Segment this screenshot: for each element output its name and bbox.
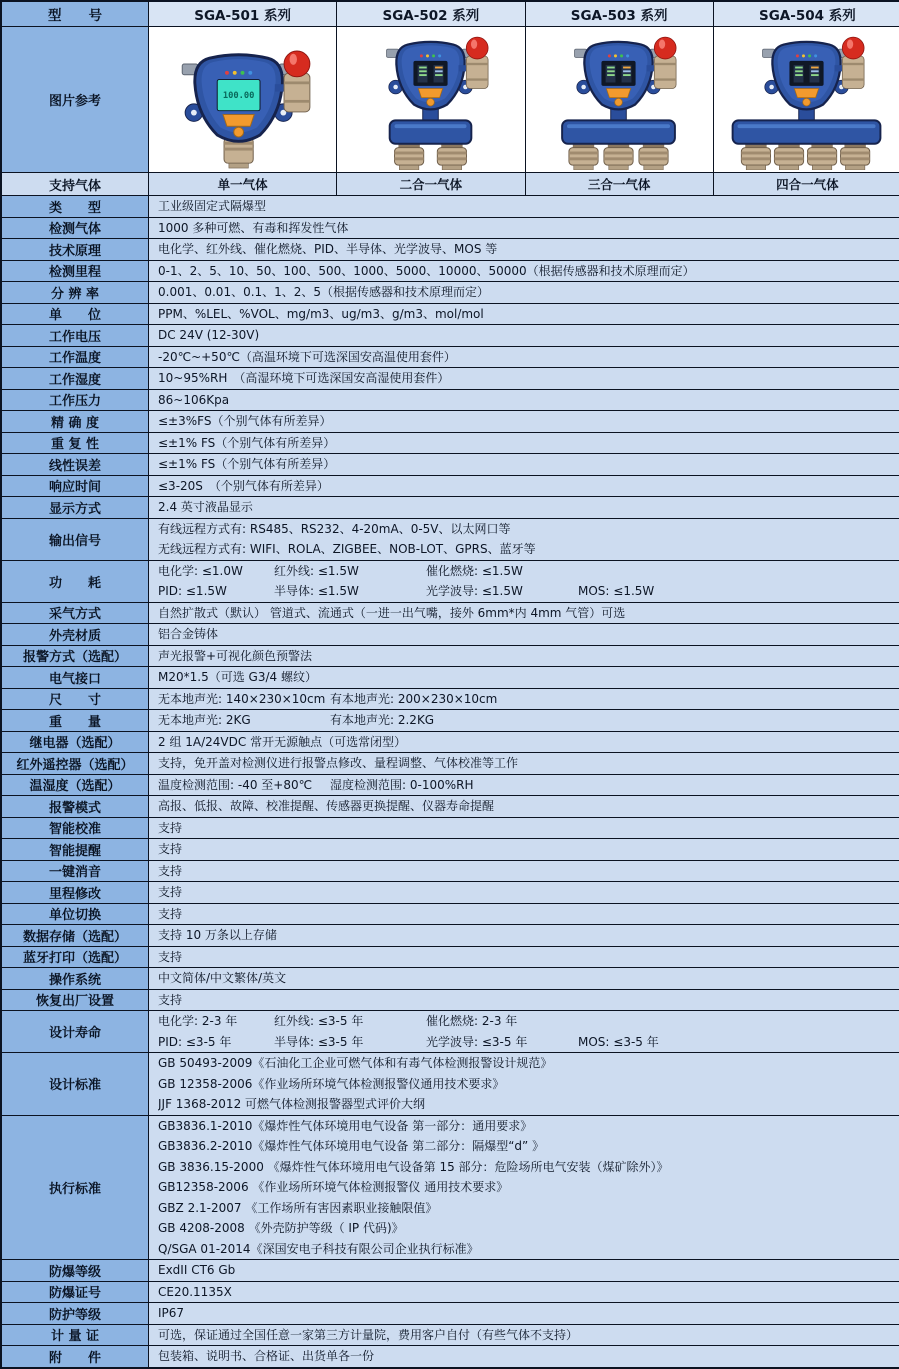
spec-value — [148, 624, 899, 645]
gas-detector-illustration — [716, 29, 898, 170]
spec-row — [2, 561, 899, 603]
sensor-cylinder — [569, 142, 598, 170]
spec-line: 0.001、0.01、0.1、1、2、5（根据传感器和技术原理而定） — [158, 285, 490, 299]
spec-row — [2, 368, 899, 390]
spec-row — [2, 775, 899, 797]
spec-value — [148, 603, 899, 624]
spec-line: IP67 — [158, 1306, 185, 1320]
sensor-cylinder — [394, 142, 423, 170]
spec-segment: MOS: ≤3-5 年 — [578, 1034, 659, 1049]
product-image-sga-504 — [713, 27, 899, 172]
spec-line: GB 50493-2009《石油化工企业可燃气体和有毒气体检测报警设计规范》 — [158, 1056, 553, 1070]
spec-row — [2, 796, 899, 818]
spec-label: 智能校准 — [2, 818, 148, 839]
spec-label: 计 量 证 — [2, 1325, 148, 1346]
spec-rows-container — [2, 196, 899, 1367]
spec-segment: 红外线: ≤1.5W — [274, 563, 359, 578]
spec-row — [2, 1346, 899, 1367]
spec-row — [2, 1260, 899, 1282]
spec-segment: 催化燃烧: 2-3 年 — [426, 1014, 518, 1028]
spec-row — [2, 476, 899, 498]
header-label: 型 号 — [2, 2, 148, 26]
spec-label: 里程修改 — [2, 882, 148, 903]
spec-line: 1000 多种可燃、有毒和挥发性气体 — [158, 220, 349, 235]
spec-line: ≤±3%FS（个别气体有所差异） — [158, 414, 332, 428]
spec-label: 外壳材质 — [2, 624, 148, 645]
spec-line: 支持，免开盖对检测仪进行报警点修改、量程调整、气体校准等工作 — [158, 756, 519, 770]
spec-row — [2, 454, 899, 476]
spec-row — [2, 196, 899, 218]
spec-row — [2, 667, 899, 689]
spec-line: GB 3836.15-2000 《爆炸性气体环境用电气设备第 15 部分：危险场所电气安装（煤矿除外）》 — [158, 1159, 669, 1174]
spec-value — [148, 667, 899, 688]
spec-line: GBZ 2.1-2007 《工作场所有害因素职业接触限值》 — [158, 1200, 438, 1215]
spec-line: 包装箱、说明书、合格证、出货单各一份 — [158, 1349, 375, 1363]
spec-row — [2, 325, 899, 347]
spec-line: ≤±1% FS（个别气体有所差异） — [158, 457, 336, 471]
spec-segment — [578, 561, 897, 582]
spec-value — [148, 753, 899, 774]
spec-value — [148, 476, 899, 497]
spec-line — [158, 1011, 897, 1032]
spec-row — [2, 646, 899, 668]
spec-label: 检测里程 — [2, 261, 148, 282]
spec-label: 精 确 度 — [2, 411, 148, 432]
spec-value — [148, 990, 899, 1011]
spec-value — [148, 325, 899, 346]
spec-value — [148, 710, 899, 731]
spec-value — [148, 218, 899, 239]
spec-label: 温湿度（选配） — [2, 775, 148, 796]
spec-row — [2, 261, 899, 283]
spec-segment: 红外线: ≤3-5 年 — [274, 1014, 364, 1028]
model-name-sga-501: SGA-501 系列 — [148, 2, 336, 26]
spec-row — [2, 1053, 899, 1116]
spec-value — [148, 239, 899, 260]
spec-line: CE20.1135X — [158, 1284, 232, 1299]
sensor-cylinder — [841, 142, 870, 170]
spec-line: ExdII CT6 Gb — [158, 1263, 236, 1277]
spec-value — [148, 282, 899, 303]
model-name-sga-504: SGA-504 系列 — [713, 2, 899, 26]
spec-value — [148, 861, 899, 882]
spec-label: 设计标准 — [2, 1053, 148, 1115]
spec-segment: 光学波导: ≤3-5 年 — [426, 1034, 528, 1049]
spec-row — [2, 497, 899, 519]
spec-label: 工作温度 — [2, 347, 148, 368]
spec-label: 防护等级 — [2, 1303, 148, 1324]
spec-value — [148, 689, 899, 710]
image-row-label: 图片参考 — [2, 27, 148, 172]
spec-value — [148, 433, 899, 454]
spec-row — [2, 624, 899, 646]
spec-value — [148, 261, 899, 282]
spec-line: Q/SGA 01-2014《深国安电子科技有限公司企业执行标准》 — [158, 1241, 479, 1256]
spec-row — [2, 947, 899, 969]
spec-value — [148, 904, 899, 925]
spec-line — [158, 775, 897, 796]
spec-line — [158, 561, 897, 582]
gas-count-2in1: 二合一气体 — [336, 173, 524, 195]
spec-label: 单位切换 — [2, 904, 148, 925]
spec-row — [2, 1116, 899, 1261]
spec-label: 报警方式（选配） — [2, 646, 148, 667]
spec-segment: PID: ≤3-5 年 — [158, 1034, 232, 1049]
spec-segment: 电化学: 2-3 年 — [158, 1014, 238, 1028]
spec-segment: 半导体: ≤3-5 年 — [274, 1034, 364, 1049]
spec-line: 支持 — [158, 820, 183, 835]
spec-label: 单 位 — [2, 304, 148, 325]
spec-row — [2, 753, 899, 775]
spec-row — [2, 839, 899, 861]
spec-row — [2, 304, 899, 326]
spec-line: 支持 10 万条以上存储 — [158, 928, 277, 942]
spec-label: 红外遥控器（选配） — [2, 753, 148, 774]
spec-value — [148, 882, 899, 903]
image-reference-row — [2, 27, 899, 173]
sensor-cylinder — [437, 142, 466, 170]
spec-line: 支持 — [158, 949, 183, 964]
spec-value — [148, 1325, 899, 1346]
model-header-row — [2, 2, 899, 27]
spec-value — [148, 839, 899, 860]
spec-segment: 光学波导: ≤1.5W — [426, 584, 523, 598]
spec-line: 高报、低报、故障、校准提醒、传感器更换提醒、仪器寿命提醒 — [158, 799, 495, 813]
gas-row-label: 支持气体 — [2, 173, 148, 195]
spec-line: 可选，保证通过全国任意一家第三方计量院，费用客户自付（有些气体不支持） — [158, 1327, 579, 1342]
spec-row — [2, 433, 899, 455]
spec-label: 执行标准 — [2, 1116, 148, 1260]
spec-value — [148, 347, 899, 368]
detector-body — [182, 55, 295, 142]
detector-body — [575, 42, 663, 110]
spec-line: 声光报警+可视化颜色预警法 — [158, 648, 313, 663]
spec-line: 工业级固定式隔爆型 — [158, 199, 267, 213]
spec-segment: 催化燃烧: ≤1.5W — [426, 563, 523, 578]
spec-row — [2, 1011, 899, 1053]
spec-line: ≤±1% FS（个别气体有所差异） — [158, 435, 336, 450]
spec-line: -20℃~+50℃（高温环境下可选深国安高温使用套件） — [158, 349, 456, 364]
spec-line: 86~106Kpa — [158, 392, 230, 407]
spec-label: 防爆等级 — [2, 1260, 148, 1281]
sensor-cylinder — [639, 142, 668, 170]
spec-line: 支持 — [158, 885, 183, 899]
spec-row — [2, 882, 899, 904]
spec-value — [148, 519, 899, 560]
spec-row — [2, 968, 899, 990]
spec-line: 2.4 英寸液晶显示 — [158, 500, 253, 514]
spec-label: 响应时间 — [2, 476, 148, 497]
spec-label: 恢复出厂设置 — [2, 990, 148, 1011]
spec-label: 设计寿命 — [2, 1011, 148, 1052]
spec-label: 类 型 — [2, 196, 148, 217]
spec-label: 检测气体 — [2, 218, 148, 239]
spec-segment: 有本地声光: 2.2KG — [330, 713, 435, 727]
spec-row — [2, 861, 899, 883]
sensor-cylinder — [808, 142, 837, 170]
spec-value — [148, 454, 899, 475]
spec-line: 支持 — [158, 842, 183, 856]
spec-label: 技术原理 — [2, 239, 148, 260]
spec-segment: 湿度检测范围: 0-100%RH — [330, 777, 474, 792]
spec-line: DC 24V (12-30V) — [158, 328, 260, 342]
spec-value — [148, 796, 899, 817]
spec-line: 0-1、2、5、10、50、100、500、1000、5000、10000、50000（根据传感器和技术原理而定） — [158, 263, 695, 278]
spec-value — [148, 196, 899, 217]
product-image-sga-502 — [336, 27, 524, 172]
sensor-cylinder — [775, 142, 804, 170]
spec-row — [2, 732, 899, 754]
spec-segment: 无本地声光: 140×230×10cm — [158, 691, 326, 706]
spec-value — [148, 1282, 899, 1303]
spec-row — [2, 1303, 899, 1325]
spec-value — [148, 1303, 899, 1324]
spec-label: 显示方式 — [2, 497, 148, 518]
spec-line — [158, 689, 897, 710]
sensor-cylinder — [742, 142, 771, 170]
spec-line — [158, 581, 897, 602]
svg-text:100.00: 100.00 — [222, 91, 255, 102]
spec-line: 中文简体/中文繁体/英文 — [158, 971, 287, 985]
spec-line: 2 组 1A/24VDC 常开无源触点（可选常闭型） — [158, 734, 407, 749]
spec-label: 工作电压 — [2, 325, 148, 346]
spec-value — [148, 775, 899, 796]
detector-body — [386, 42, 474, 110]
spec-segment: MOS: ≤1.5W — [578, 584, 655, 598]
spec-line: JJF 1368-2012 可燃气体检测报警器型式评价大纲 — [158, 1097, 426, 1111]
detector-body — [763, 42, 851, 110]
spec-row — [2, 689, 899, 711]
spec-line: GB 12358-2006《作业场所环境气体检测报警仪通用技术要求》 — [158, 1076, 505, 1091]
spec-line: PPM、%LEL、%VOL、mg/m3、ug/m3、g/m3、mol/mol — [158, 306, 484, 321]
gas-detector-illustration — [528, 29, 710, 170]
spec-value — [148, 925, 899, 946]
spec-line: 自然扩散式（默认） 管道式、流通式（一进一出气嘴，接外 6mm*内 4mm 气管）可选 — [158, 605, 626, 620]
spec-line: 铝合金铸体 — [158, 627, 219, 641]
spec-line: 10~95%RH （高湿环境下可选深国安高湿使用套件） — [158, 371, 450, 385]
spec-line: 支持 — [158, 863, 183, 878]
spec-line: 支持 — [158, 906, 183, 921]
gas-detector-illustration — [152, 29, 334, 170]
spec-row — [2, 411, 899, 433]
spec-label: 工作压力 — [2, 390, 148, 411]
spec-segment: 电化学: ≤1.0W — [158, 563, 243, 578]
spec-line: M20*1.5（可选 G3/4 螺纹） — [158, 670, 317, 684]
spec-line: 支持 — [158, 992, 183, 1007]
spec-label: 继电器（选配） — [2, 732, 148, 753]
spec-label: 线性误差 — [2, 454, 148, 475]
model-name-sga-502: SGA-502 系列 — [336, 2, 524, 26]
spec-label: 智能提醒 — [2, 839, 148, 860]
spec-row — [2, 282, 899, 304]
spec-row — [2, 239, 899, 261]
spec-label: 采气方式 — [2, 603, 148, 624]
spec-value — [148, 732, 899, 753]
spec-value — [148, 411, 899, 432]
spec-row — [2, 818, 899, 840]
spec-line: GB3836.1-2010《爆炸性气体环境用电气设备 第一部分：通用要求》 — [158, 1118, 533, 1133]
spec-row — [2, 519, 899, 561]
spec-value — [148, 390, 899, 411]
spec-line: GB 4208-2008 《外壳防护等级（ IP 代码)》 — [158, 1221, 404, 1235]
spec-line: 无线远程方式有: WIFI、ROLA、ZIGBEE、NOB-LOT、GPRS、蓝牙等 — [158, 542, 536, 556]
spec-row — [2, 1282, 899, 1304]
spec-label: 报警模式 — [2, 796, 148, 817]
spec-label: 附 件 — [2, 1346, 148, 1367]
spec-value — [148, 818, 899, 839]
spec-row — [2, 904, 899, 926]
spec-segment: 温度检测范围: -40 至+80℃ — [158, 777, 313, 792]
spec-row — [2, 1325, 899, 1347]
spec-value — [148, 304, 899, 325]
spec-value — [148, 646, 899, 667]
spec-segment — [578, 1011, 897, 1032]
supported-gas-row — [2, 173, 899, 196]
spec-line: 电化学、红外线、催化燃烧、PID、半导体、光学波导、MOS 等 — [158, 242, 498, 256]
spec-value — [148, 1260, 899, 1281]
spec-label: 重 复 性 — [2, 433, 148, 454]
spec-label: 尺 寸 — [2, 689, 148, 710]
spec-value — [148, 947, 899, 968]
gas-count-4in1: 四合一气体 — [713, 173, 899, 195]
spec-label: 一键消音 — [2, 861, 148, 882]
spec-value — [148, 1011, 899, 1052]
spec-row — [2, 603, 899, 625]
spec-segment: 无本地声光: 2KG — [158, 713, 251, 727]
spec-line: GB12358-2006 《作业场所环境气体检测报警仪 通用技术要求》 — [158, 1180, 509, 1194]
gas-count-single: 单一气体 — [148, 173, 336, 195]
spec-value — [148, 1053, 899, 1115]
spec-segment: PID: ≤1.5W — [158, 584, 227, 598]
spec-line: 有线远程方式有: RS485、RS232、4-20mA、0-5V、以太网口等 — [158, 521, 511, 536]
model-name-sga-503: SGA-503 系列 — [525, 2, 713, 26]
sensor-cylinder — [604, 142, 633, 170]
spec-label: 功 耗 — [2, 561, 148, 602]
spec-label: 操作系统 — [2, 968, 148, 989]
spec-line — [158, 710, 897, 731]
spec-value — [148, 1346, 899, 1367]
spec-row — [2, 710, 899, 732]
spec-label: 电气接口 — [2, 667, 148, 688]
spec-value — [148, 368, 899, 389]
spec-line: ≤3-20S （个别气体有所差异） — [158, 478, 329, 493]
spec-row — [2, 218, 899, 240]
spec-label: 数据存储（选配） — [2, 925, 148, 946]
spec-row — [2, 990, 899, 1012]
gas-detector-illustration — [340, 29, 522, 170]
product-image-sga-503 — [525, 27, 713, 172]
spec-value — [148, 968, 899, 989]
spec-line — [158, 1032, 897, 1053]
spec-row — [2, 347, 899, 369]
spec-value — [148, 561, 899, 602]
spec-value — [148, 497, 899, 518]
spec-label: 重 量 — [2, 710, 148, 731]
spec-label: 分 辨 率 — [2, 282, 148, 303]
gas-count-3in1: 三合一气体 — [525, 173, 713, 195]
spec-label: 工作湿度 — [2, 368, 148, 389]
spec-value — [148, 1116, 899, 1260]
spec-label: 蓝牙打印（选配） — [2, 947, 148, 968]
spec-label: 防爆证号 — [2, 1282, 148, 1303]
spec-label: 输出信号 — [2, 519, 148, 560]
spec-row — [2, 390, 899, 412]
product-image-sga-501 — [148, 27, 336, 172]
spec-segment: 有本地声光: 200×230×10cm — [330, 691, 498, 706]
spec-line: GB3836.2-2010《爆炸性气体环境用电气设备 第二部分：隔爆型“d” 》 — [158, 1139, 545, 1153]
spec-segment: 半导体: ≤1.5W — [274, 584, 359, 598]
spec-row — [2, 925, 899, 947]
